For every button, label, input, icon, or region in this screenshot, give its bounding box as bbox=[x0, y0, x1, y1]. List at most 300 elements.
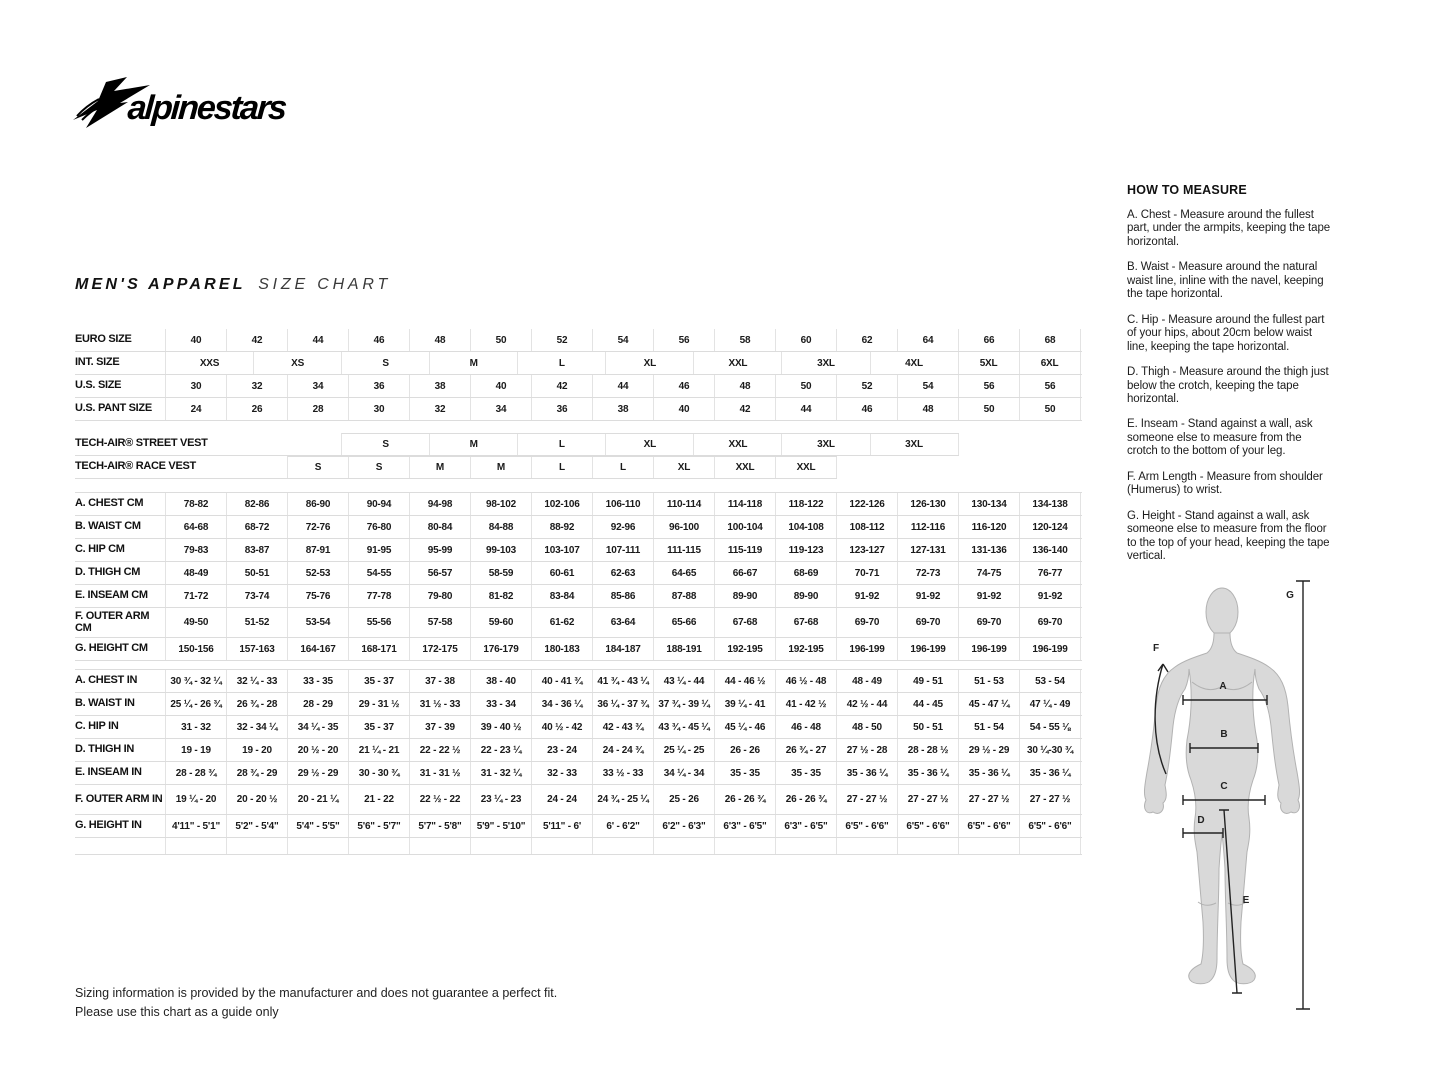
size-cell: 44 bbox=[288, 329, 349, 351]
size-cell: XS bbox=[254, 352, 342, 374]
size-cell: 23 - 24 bbox=[532, 739, 593, 761]
size-cell: 40 bbox=[471, 375, 532, 397]
size-cell: L bbox=[532, 457, 593, 478]
size-cell: 28 ¾ - 29 bbox=[227, 762, 288, 784]
table-row-hip-in bbox=[75, 716, 1082, 739]
size-cell: 21 ¼ - 21 bbox=[349, 739, 410, 761]
size-cell: 6'5" - 6'6" bbox=[898, 815, 959, 837]
table-row-thigh-cm bbox=[75, 562, 1082, 585]
row-cells bbox=[165, 375, 1081, 397]
size-cell bbox=[654, 838, 715, 854]
size-cell bbox=[288, 838, 349, 854]
row-label: TECH-AIR® STREET VEST bbox=[75, 437, 208, 450]
size-cell: 98-102 bbox=[471, 493, 532, 515]
size-cell: 188-191 bbox=[654, 638, 715, 660]
size-cell: 19 - 20 bbox=[227, 739, 288, 761]
size-cell: 25 - 26 bbox=[654, 785, 715, 814]
size-cell: 22 ½ - 22 bbox=[410, 785, 471, 814]
size-cell: 50-51 bbox=[227, 562, 288, 584]
size-cell: 6'5" - 6'6" bbox=[1020, 815, 1081, 837]
row-cells bbox=[165, 539, 1081, 561]
size-cell: 26 - 26 ¾ bbox=[776, 785, 837, 814]
size-cell: 42 bbox=[532, 375, 593, 397]
size-cell: 44 - 46 ½ bbox=[715, 670, 776, 692]
footer-line-2: Please use this chart as a guide only bbox=[75, 1005, 279, 1020]
size-chart-table bbox=[75, 329, 1082, 855]
size-cell: 99-103 bbox=[471, 539, 532, 561]
table-row-height-in bbox=[75, 815, 1082, 838]
label-waist: B bbox=[1220, 729, 1228, 740]
row-cells bbox=[165, 785, 1081, 814]
size-cell: 34 - 36 ¼ bbox=[532, 693, 593, 715]
size-cell: 31 ½ - 33 bbox=[410, 693, 471, 715]
size-cell: 50 bbox=[776, 375, 837, 397]
size-cell: 81-82 bbox=[471, 585, 532, 607]
size-cell: 75-76 bbox=[288, 585, 349, 607]
size-cell bbox=[166, 838, 227, 854]
table-row-thigh-in bbox=[75, 739, 1082, 762]
size-cell: 184-187 bbox=[593, 638, 654, 660]
size-cell: 30 bbox=[349, 398, 410, 420]
row-label: E. INSEAM IN bbox=[75, 766, 142, 779]
size-cell: 3XL bbox=[782, 434, 870, 455]
size-cell: 5'4" - 5'5" bbox=[288, 815, 349, 837]
size-cell: XL bbox=[606, 434, 694, 455]
size-cell: XXL bbox=[694, 434, 782, 455]
size-cell: 87-88 bbox=[654, 585, 715, 607]
size-cell: 40 ½ - 42 bbox=[532, 716, 593, 738]
measure-instruction: A. Chest - Measure around the fullest part, under the armpits, keeping the tape horizontal. bbox=[1127, 209, 1331, 248]
size-cell: 119-123 bbox=[776, 539, 837, 561]
measure-instruction: C. Hip - Measure around the fullest part of your hips, about 20cm below waist line, keeping the tape horizontal. bbox=[1127, 313, 1325, 353]
measure-instruction: B. Waist - Measure around the natural waist line, inline with the navel, keeping the tape horizontal. bbox=[1127, 261, 1324, 301]
size-cell: 53 - 54 bbox=[1020, 670, 1081, 692]
size-cell: S bbox=[288, 457, 349, 478]
alpinestars-wordmark: alpinestars bbox=[126, 89, 287, 127]
row-label: B. WAIST IN bbox=[75, 697, 135, 710]
table-row-inseam-in bbox=[75, 762, 1082, 785]
size-cell: 42 bbox=[715, 398, 776, 420]
size-cell: 196-199 bbox=[898, 638, 959, 660]
how-to-measure-items bbox=[1127, 209, 1335, 564]
size-cell: 27 - 27 ½ bbox=[898, 785, 959, 814]
footer-note bbox=[75, 984, 557, 1023]
table-row-outerarm-in bbox=[75, 785, 1082, 815]
size-cell: 36 bbox=[349, 375, 410, 397]
size-cell: 37 ¾ - 39 ¼ bbox=[654, 693, 715, 715]
size-cell: 107-111 bbox=[593, 539, 654, 561]
size-cell: 38 bbox=[410, 375, 471, 397]
size-cell: 74-75 bbox=[959, 562, 1020, 584]
size-cell: 176-179 bbox=[471, 638, 532, 660]
size-cell: 92-96 bbox=[593, 516, 654, 538]
size-cell: 26 - 26 ¾ bbox=[715, 785, 776, 814]
size-cell: XXS bbox=[166, 352, 254, 374]
size-cell: 37 - 38 bbox=[410, 670, 471, 692]
vest-cells bbox=[341, 433, 958, 455]
size-cell bbox=[959, 838, 1020, 854]
size-cell: 5'7" - 5'8" bbox=[410, 815, 471, 837]
size-cell: 52 bbox=[532, 329, 593, 351]
size-cell: 192-195 bbox=[776, 638, 837, 660]
size-cell: 58-59 bbox=[471, 562, 532, 584]
size-cell: 172-175 bbox=[410, 638, 471, 660]
size-cell: 48 - 49 bbox=[837, 670, 898, 692]
measure-instruction: D. Thigh - Measure around the thigh just below the crotch, keeping the tape horizontal. bbox=[1127, 366, 1329, 405]
size-cell: 86-90 bbox=[288, 493, 349, 515]
size-cell: 46 bbox=[349, 329, 410, 351]
size-cell: 63-64 bbox=[593, 608, 654, 637]
size-cell: 26 ¾ - 28 bbox=[227, 693, 288, 715]
size-cell: 32 - 34 ¼ bbox=[227, 716, 288, 738]
size-cell: 32 bbox=[410, 398, 471, 420]
size-cell: 196-199 bbox=[959, 638, 1020, 660]
size-cell: 67-68 bbox=[715, 608, 776, 637]
size-cell: 62-63 bbox=[593, 562, 654, 584]
page-title-bold: MEN'S APPAREL bbox=[75, 276, 246, 293]
size-cell: 47 ¼ - 49 bbox=[1020, 693, 1081, 715]
size-cell: 60-61 bbox=[532, 562, 593, 584]
size-cell: 62 bbox=[837, 329, 898, 351]
size-cell: 73-74 bbox=[227, 585, 288, 607]
table-row-int bbox=[75, 352, 1082, 375]
size-cell: 157-163 bbox=[227, 638, 288, 660]
size-cell: 59-60 bbox=[471, 608, 532, 637]
size-cell: 19 ¼ - 20 bbox=[166, 785, 227, 814]
size-cell: 52 bbox=[837, 375, 898, 397]
size-cell: 89-90 bbox=[715, 585, 776, 607]
size-cell: 83-87 bbox=[227, 539, 288, 561]
size-cell: 64 bbox=[898, 329, 959, 351]
size-cell: 35 - 36 ¼ bbox=[837, 762, 898, 784]
size-cell: 127-131 bbox=[898, 539, 959, 561]
size-cell: L bbox=[518, 434, 606, 455]
size-cell: 6' - 6'2" bbox=[593, 815, 654, 837]
size-cell: 118-122 bbox=[776, 493, 837, 515]
size-cell: 56 bbox=[1020, 375, 1081, 397]
size-cell: 4'11" - 5'1" bbox=[166, 815, 227, 837]
table-row-euro bbox=[75, 329, 1082, 352]
size-cell: 22 - 22 ½ bbox=[410, 739, 471, 761]
size-cell: XL bbox=[654, 457, 715, 478]
size-cell: 46 bbox=[654, 375, 715, 397]
size-cell: 49 - 51 bbox=[898, 670, 959, 692]
vest-leading-blank bbox=[165, 456, 287, 478]
size-cell: 52-53 bbox=[288, 562, 349, 584]
size-cell: 164-167 bbox=[288, 638, 349, 660]
table-row-inseam-cm bbox=[75, 585, 1082, 608]
size-cell: 80-84 bbox=[410, 516, 471, 538]
table-row-chest-in bbox=[75, 669, 1082, 693]
size-cell: 30 ¼-30 ¾ bbox=[1020, 739, 1081, 761]
size-cell: 57-58 bbox=[410, 608, 471, 637]
table-row-hip-cm bbox=[75, 539, 1082, 562]
size-cell: 50 bbox=[1020, 398, 1081, 420]
size-cell: 56 bbox=[654, 329, 715, 351]
row-cells bbox=[165, 516, 1081, 538]
size-cell: 30 ¾ - 32 ¼ bbox=[166, 670, 227, 692]
size-cell: S bbox=[349, 457, 410, 478]
size-cell: 34 bbox=[288, 375, 349, 397]
size-cell: 150-156 bbox=[166, 638, 227, 660]
size-cell: 25 ¼ - 25 bbox=[654, 739, 715, 761]
size-cell: 34 ¼ - 34 bbox=[654, 762, 715, 784]
row-label: A. CHEST CM bbox=[75, 497, 144, 510]
size-cell: 136-140 bbox=[1020, 539, 1081, 561]
row-label: E. INSEAM CM bbox=[75, 589, 148, 602]
size-cell: 24 - 24 bbox=[532, 785, 593, 814]
size-cell: 42 bbox=[227, 329, 288, 351]
size-cell: 48 bbox=[715, 375, 776, 397]
size-cell: M bbox=[410, 457, 471, 478]
size-cell: 91-95 bbox=[349, 539, 410, 561]
size-cell: 38 bbox=[593, 398, 654, 420]
size-cell: 24 ¾ - 25 ¼ bbox=[593, 785, 654, 814]
size-cell: 24 bbox=[166, 398, 227, 420]
size-cell: 51 - 53 bbox=[959, 670, 1020, 692]
size-cell: 116-120 bbox=[959, 516, 1020, 538]
size-cell: 39 ¼ - 41 bbox=[715, 693, 776, 715]
how-to-measure-section bbox=[1127, 183, 1335, 576]
size-cell: 46 bbox=[837, 398, 898, 420]
size-cell: M bbox=[430, 434, 518, 455]
row-cells bbox=[165, 739, 1081, 761]
vest-row-span bbox=[75, 456, 837, 479]
size-cell: 35 - 35 bbox=[715, 762, 776, 784]
size-cell: 43 ¾ - 45 ¼ bbox=[654, 716, 715, 738]
size-cell: 46 ½ - 48 bbox=[776, 670, 837, 692]
size-cell: 20 - 20 ½ bbox=[227, 785, 288, 814]
size-cell: 87-91 bbox=[288, 539, 349, 561]
size-cell: 26 ¾ - 27 bbox=[776, 739, 837, 761]
size-cell: 35 - 37 bbox=[349, 716, 410, 738]
size-cell: 69-70 bbox=[837, 608, 898, 637]
row-cells bbox=[165, 562, 1081, 584]
size-cell: 56-57 bbox=[410, 562, 471, 584]
size-cell: 27 - 27 ½ bbox=[837, 785, 898, 814]
size-cell: 6'5" - 6'6" bbox=[959, 815, 1020, 837]
measure-instruction: G. Height - Stand against a wall, ask someone else to measure from the floor to the top of your head, keeping the tape vertical. bbox=[1127, 509, 1330, 563]
size-cell: 40 bbox=[166, 329, 227, 351]
how-to-measure-title: HOW TO MEASURE bbox=[1127, 183, 1247, 197]
size-cell: 68-69 bbox=[776, 562, 837, 584]
size-cell: 6'3" - 6'5" bbox=[715, 815, 776, 837]
size-cell: 45 - 47 ¼ bbox=[959, 693, 1020, 715]
row-cells bbox=[165, 352, 1081, 374]
size-cell: 66 bbox=[959, 329, 1020, 351]
size-cell: 100-104 bbox=[715, 516, 776, 538]
size-cell: 33 - 35 bbox=[288, 670, 349, 692]
size-cell: 72-76 bbox=[288, 516, 349, 538]
figure-head bbox=[1206, 588, 1238, 636]
size-cell: 192-195 bbox=[715, 638, 776, 660]
size-cell bbox=[1020, 838, 1081, 854]
size-cell: 91-92 bbox=[837, 585, 898, 607]
size-cell: 51 - 54 bbox=[959, 716, 1020, 738]
size-cell: 32 bbox=[227, 375, 288, 397]
size-cell: 77-78 bbox=[349, 585, 410, 607]
size-cell: 78-82 bbox=[166, 493, 227, 515]
size-cell bbox=[410, 838, 471, 854]
size-cell: 21 - 22 bbox=[349, 785, 410, 814]
table-row-race-vest bbox=[75, 456, 1082, 479]
size-cell: 5'6" - 5'7" bbox=[349, 815, 410, 837]
size-cell: 112-116 bbox=[898, 516, 959, 538]
size-cell: 110-114 bbox=[654, 493, 715, 515]
size-cell: 83-84 bbox=[532, 585, 593, 607]
size-cell: 120-124 bbox=[1020, 516, 1081, 538]
size-cell bbox=[776, 838, 837, 854]
size-cell: 31 - 31 ½ bbox=[410, 762, 471, 784]
size-cell: 39 - 40 ½ bbox=[471, 716, 532, 738]
row-cells bbox=[165, 762, 1081, 784]
size-cell: XXL bbox=[715, 457, 776, 478]
size-cell: 126-130 bbox=[898, 493, 959, 515]
size-cell: 41 - 42 ½ bbox=[776, 693, 837, 715]
size-cell: 67-68 bbox=[776, 608, 837, 637]
size-cell: 29 ½ - 29 bbox=[288, 762, 349, 784]
page-title-light: SIZE CHART bbox=[258, 276, 392, 293]
size-cell: 44 - 45 bbox=[898, 693, 959, 715]
size-cell bbox=[837, 838, 898, 854]
size-cell: M bbox=[430, 352, 518, 374]
label-chest: A bbox=[1219, 681, 1227, 692]
size-cell bbox=[227, 838, 288, 854]
size-cell: 72-73 bbox=[898, 562, 959, 584]
size-cell: 5'9" - 5'10" bbox=[471, 815, 532, 837]
row-label: D. THIGH CM bbox=[75, 566, 141, 579]
size-cell: 69-70 bbox=[898, 608, 959, 637]
row-label: INT. SIZE bbox=[75, 356, 120, 369]
size-cell: 65-66 bbox=[654, 608, 715, 637]
label-height: G bbox=[1286, 590, 1294, 601]
vest-leading-blank bbox=[165, 433, 341, 455]
table-row-trailing-empty bbox=[75, 838, 1082, 855]
size-cell: 35 - 36 ¼ bbox=[1020, 762, 1081, 784]
size-cell: 46 - 48 bbox=[776, 716, 837, 738]
size-cell: 40 - 41 ¾ bbox=[532, 670, 593, 692]
size-cell: 84-88 bbox=[471, 516, 532, 538]
size-cell: 76-77 bbox=[1020, 562, 1081, 584]
size-cell: 48 bbox=[410, 329, 471, 351]
table-row-waist-cm bbox=[75, 516, 1082, 539]
row-label: G. HEIGHT IN bbox=[75, 819, 142, 832]
size-cell: 24 - 24 ¾ bbox=[593, 739, 654, 761]
size-cell: 53-54 bbox=[288, 608, 349, 637]
size-cell: 32 - 33 bbox=[532, 762, 593, 784]
size-cell: 56 bbox=[959, 375, 1020, 397]
size-cell: 30 - 30 ¾ bbox=[349, 762, 410, 784]
page-title bbox=[75, 276, 391, 294]
size-cell: 48-49 bbox=[166, 562, 227, 584]
label-inseam: E bbox=[1242, 895, 1250, 906]
size-cell: 5'2" - 5'4" bbox=[227, 815, 288, 837]
size-cell: 96-100 bbox=[654, 516, 715, 538]
size-cell: 29 - 31 ½ bbox=[349, 693, 410, 715]
size-cell: 88-92 bbox=[532, 516, 593, 538]
size-cell: 58 bbox=[715, 329, 776, 351]
size-cell: 36 bbox=[532, 398, 593, 420]
size-cell: 90-94 bbox=[349, 493, 410, 515]
size-cell: 38 - 40 bbox=[471, 670, 532, 692]
table-row-street-vest bbox=[75, 433, 1082, 456]
size-cell: 82-86 bbox=[227, 493, 288, 515]
row-label: A. CHEST IN bbox=[75, 674, 138, 687]
size-cell: 70-71 bbox=[837, 562, 898, 584]
size-cell: 33 ½ - 33 bbox=[593, 762, 654, 784]
size-cell: 123-127 bbox=[837, 539, 898, 561]
size-cell bbox=[349, 838, 410, 854]
row-label: EURO SIZE bbox=[75, 333, 132, 346]
size-cell: 79-80 bbox=[410, 585, 471, 607]
size-cell: 122-126 bbox=[837, 493, 898, 515]
size-cell: 4XL bbox=[871, 352, 959, 374]
size-cell: 102-106 bbox=[532, 493, 593, 515]
size-cell: 54-55 bbox=[349, 562, 410, 584]
size-cell: L bbox=[518, 352, 606, 374]
size-cell: L bbox=[593, 457, 654, 478]
size-cell: 111-115 bbox=[654, 539, 715, 561]
size-cell: 27 - 27 ½ bbox=[959, 785, 1020, 814]
row-label: U.S. SIZE bbox=[75, 379, 122, 392]
size-cell: 3XL bbox=[871, 434, 959, 455]
row-cells bbox=[165, 670, 1081, 692]
size-cell: 44 bbox=[593, 375, 654, 397]
table-row-pant bbox=[75, 398, 1082, 421]
size-cell: 94-98 bbox=[410, 493, 471, 515]
size-cell: 64-68 bbox=[166, 516, 227, 538]
size-cell: 31 - 32 bbox=[166, 716, 227, 738]
size-cell: 19 - 19 bbox=[166, 739, 227, 761]
size-cell: 196-199 bbox=[1020, 638, 1081, 660]
size-cell: 114-118 bbox=[715, 493, 776, 515]
size-cell: 103-107 bbox=[532, 539, 593, 561]
size-cell: 104-108 bbox=[776, 516, 837, 538]
size-cell: 34 bbox=[471, 398, 532, 420]
footer-line-1: Sizing information is provided by the manufacturer and does not guarantee a perfect fit. bbox=[75, 986, 558, 1000]
size-cell: 79-83 bbox=[166, 539, 227, 561]
size-cell: 35 - 36 ¼ bbox=[898, 762, 959, 784]
body-measurement-figure bbox=[1140, 570, 1445, 1030]
size-cell: 55-56 bbox=[349, 608, 410, 637]
size-cell: 60 bbox=[776, 329, 837, 351]
size-cell: XXL bbox=[694, 352, 782, 374]
size-cell: 25 ¼ - 26 ¾ bbox=[166, 693, 227, 715]
size-cell: 31 - 32 ¼ bbox=[471, 762, 532, 784]
size-cell: 69-70 bbox=[1020, 608, 1081, 637]
size-cell: 37 - 39 bbox=[410, 716, 471, 738]
size-cell bbox=[532, 838, 593, 854]
measure-instruction: F. Arm Length - Measure from shoulder (Humerus) to wrist. bbox=[1127, 470, 1323, 497]
size-cell: 91-92 bbox=[959, 585, 1020, 607]
size-cell: 91-92 bbox=[898, 585, 959, 607]
size-cell: 35 - 36 ¼ bbox=[959, 762, 1020, 784]
size-cell: 20 ½ - 20 bbox=[288, 739, 349, 761]
row-label: F. OUTER ARM IN bbox=[75, 792, 163, 805]
size-cell: 54 bbox=[898, 375, 959, 397]
size-cell: 134-138 bbox=[1020, 493, 1081, 515]
size-cell: 64-65 bbox=[654, 562, 715, 584]
size-cell: 50 bbox=[471, 329, 532, 351]
size-cell: 66-67 bbox=[715, 562, 776, 584]
size-cell: 130-134 bbox=[959, 493, 1020, 515]
size-cell: XL bbox=[606, 352, 694, 374]
row-label: D. THIGH IN bbox=[75, 743, 135, 756]
row-cells bbox=[165, 693, 1081, 715]
label-hip: C bbox=[1220, 781, 1228, 792]
row-label: U.S. PANT SIZE bbox=[75, 402, 152, 415]
size-cell bbox=[471, 838, 532, 854]
